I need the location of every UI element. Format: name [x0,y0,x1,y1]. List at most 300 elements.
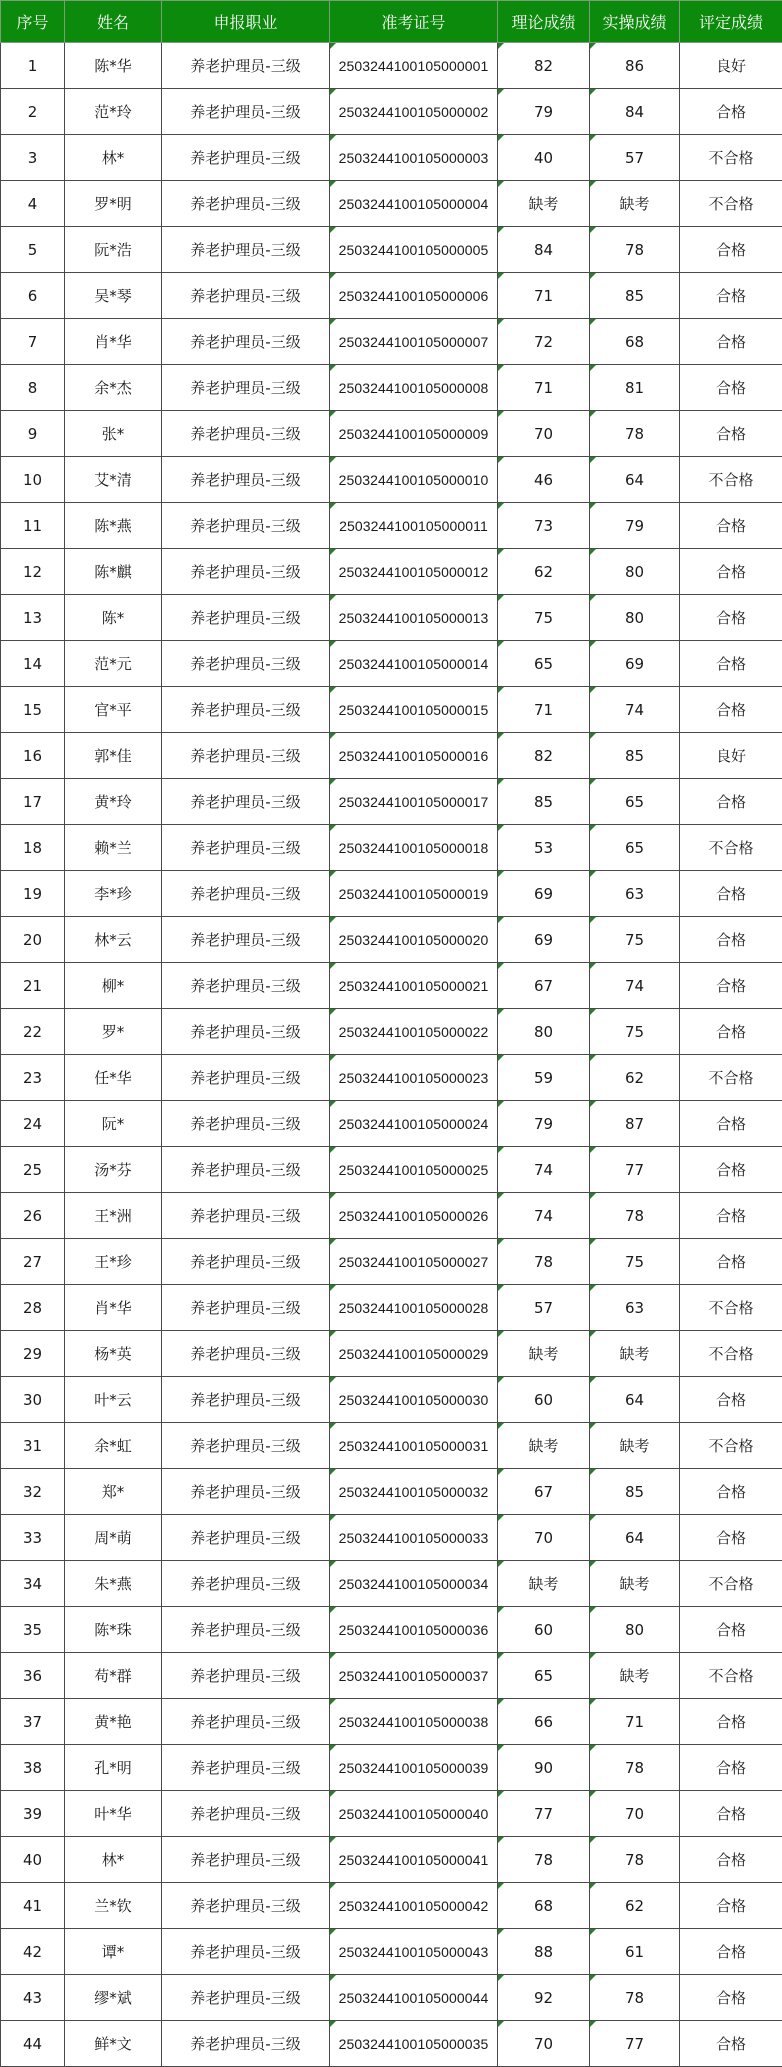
cell-name: 罗* [65,1009,162,1055]
cell-practical-score: 63 [590,1285,680,1331]
table-row [1,1469,782,1515]
table-row [1,1515,782,1561]
cell-occupation: 养老护理员-三级 [162,89,330,135]
cell-index: 22 [1,1009,65,1055]
header-final-grade: 评定成绩 [680,1,782,43]
cell-theory-score: 65 [498,641,590,687]
cell-ticket-number: 2503244100105000008 [330,365,498,411]
table-header [1,1,782,43]
cell-occupation: 养老护理员-三级 [162,273,330,319]
cell-ticket-number: 2503244100105000042 [330,1883,498,1929]
cell-occupation: 养老护理员-三级 [162,181,330,227]
table-row [1,43,782,89]
cell-index: 32 [1,1469,65,1515]
cell-occupation: 养老护理员-三级 [162,1147,330,1193]
cell-practical-score: 65 [590,825,680,871]
cell-theory-score: 62 [498,549,590,595]
cell-final-grade: 合格 [680,1837,782,1883]
cell-practical-score: 缺考 [590,1423,680,1469]
table-row [1,687,782,733]
cell-final-grade: 不合格 [680,1561,782,1607]
cell-theory-score: 82 [498,43,590,89]
cell-theory-score: 78 [498,1239,590,1285]
table-row [1,503,782,549]
cell-index: 4 [1,181,65,227]
table-row [1,1285,782,1331]
cell-ticket-number: 2503244100105000024 [330,1101,498,1147]
cell-name: 孔*明 [65,1745,162,1791]
table-row [1,1607,782,1653]
table-row [1,319,782,365]
cell-practical-score: 77 [590,2021,680,2067]
cell-index: 6 [1,273,65,319]
cell-ticket-number: 2503244100105000028 [330,1285,498,1331]
table-row [1,1147,782,1193]
cell-final-grade: 良好 [680,733,782,779]
cell-occupation: 养老护理员-三级 [162,227,330,273]
cell-theory-score: 79 [498,1101,590,1147]
header-practical-score: 实操成绩 [590,1,680,43]
cell-theory-score: 73 [498,503,590,549]
cell-theory-score: 85 [498,779,590,825]
cell-ticket-number: 2503244100105000015 [330,687,498,733]
cell-practical-score: 77 [590,1147,680,1193]
cell-name: 艾*清 [65,457,162,503]
cell-index: 28 [1,1285,65,1331]
cell-theory-score: 71 [498,273,590,319]
cell-theory-score: 74 [498,1193,590,1239]
cell-ticket-number: 2503244100105000001 [330,43,498,89]
cell-index: 42 [1,1929,65,1975]
cell-index: 17 [1,779,65,825]
cell-name: 叶*云 [65,1377,162,1423]
cell-index: 20 [1,917,65,963]
cell-final-grade: 合格 [680,89,782,135]
table-row [1,89,782,135]
cell-occupation: 养老护理员-三级 [162,503,330,549]
cell-name: 陈*珠 [65,1607,162,1653]
cell-final-grade: 合格 [680,595,782,641]
cell-practical-score: 85 [590,273,680,319]
cell-theory-score: 78 [498,1837,590,1883]
header-row [1,1,782,43]
cell-index: 23 [1,1055,65,1101]
cell-name: 余*虹 [65,1423,162,1469]
cell-theory-score: 71 [498,687,590,733]
cell-final-grade: 不合格 [680,181,782,227]
table-row [1,1193,782,1239]
cell-final-grade: 合格 [680,1239,782,1285]
cell-final-grade: 不合格 [680,457,782,503]
table-row [1,1561,782,1607]
cell-index: 43 [1,1975,65,2021]
table-row [1,641,782,687]
cell-ticket-number: 2503244100105000014 [330,641,498,687]
cell-name: 杨*英 [65,1331,162,1377]
cell-ticket-number: 2503244100105000013 [330,595,498,641]
cell-practical-score: 64 [590,1377,680,1423]
cell-ticket-number: 2503244100105000030 [330,1377,498,1423]
cell-occupation: 养老护理员-三级 [162,595,330,641]
cell-occupation: 养老护理员-三级 [162,135,330,181]
cell-theory-score: 66 [498,1699,590,1745]
cell-theory-score: 84 [498,227,590,273]
cell-occupation: 养老护理员-三级 [162,1561,330,1607]
cell-name: 范*元 [65,641,162,687]
table-row [1,1975,782,2021]
cell-name: 赖*兰 [65,825,162,871]
cell-index: 26 [1,1193,65,1239]
cell-occupation: 养老护理员-三级 [162,1193,330,1239]
cell-index: 12 [1,549,65,595]
cell-theory-score: 77 [498,1791,590,1837]
cell-occupation: 养老护理员-三级 [162,1745,330,1791]
cell-ticket-number: 2503244100105000017 [330,779,498,825]
table-row [1,1377,782,1423]
cell-theory-score: 65 [498,1653,590,1699]
cell-occupation: 养老护理员-三级 [162,1837,330,1883]
cell-occupation: 养老护理员-三级 [162,1975,330,2021]
cell-practical-score: 62 [590,1883,680,1929]
cell-name: 陈* [65,595,162,641]
cell-occupation: 养老护理员-三级 [162,1515,330,1561]
cell-final-grade: 不合格 [680,1653,782,1699]
cell-ticket-number: 2503244100105000032 [330,1469,498,1515]
cell-name: 张* [65,411,162,457]
cell-occupation: 养老护理员-三级 [162,365,330,411]
cell-final-grade: 不合格 [680,1285,782,1331]
cell-ticket-number: 2503244100105000021 [330,963,498,1009]
cell-final-grade: 合格 [680,549,782,595]
cell-index: 10 [1,457,65,503]
cell-occupation: 养老护理员-三级 [162,549,330,595]
cell-ticket-number: 2503244100105000011 [330,503,498,549]
cell-occupation: 养老护理员-三级 [162,963,330,1009]
table-row [1,1791,782,1837]
cell-practical-score: 80 [590,1607,680,1653]
cell-occupation: 养老护理员-三级 [162,1423,330,1469]
cell-occupation: 养老护理员-三级 [162,319,330,365]
cell-index: 41 [1,1883,65,1929]
cell-practical-score: 64 [590,1515,680,1561]
cell-final-grade: 不合格 [680,1331,782,1377]
cell-theory-score: 80 [498,1009,590,1055]
cell-final-grade: 不合格 [680,825,782,871]
cell-index: 14 [1,641,65,687]
cell-final-grade: 合格 [680,641,782,687]
cell-practical-score: 85 [590,1469,680,1515]
cell-name: 陈*燕 [65,503,162,549]
cell-name: 谭* [65,1929,162,1975]
cell-theory-score: 46 [498,457,590,503]
cell-occupation: 养老护理员-三级 [162,2021,330,2067]
table-row [1,365,782,411]
cell-final-grade: 合格 [680,2021,782,2067]
cell-practical-score: 85 [590,733,680,779]
cell-ticket-number: 2503244100105000022 [330,1009,498,1055]
cell-occupation: 养老护理员-三级 [162,687,330,733]
table-row [1,1101,782,1147]
cell-ticket-number: 2503244100105000009 [330,411,498,457]
cell-ticket-number: 2503244100105000037 [330,1653,498,1699]
cell-theory-score: 40 [498,135,590,181]
cell-theory-score: 69 [498,871,590,917]
cell-final-grade: 合格 [680,1929,782,1975]
cell-name: 郭*佳 [65,733,162,779]
cell-name: 任*华 [65,1055,162,1101]
cell-ticket-number: 2503244100105000027 [330,1239,498,1285]
cell-theory-score: 69 [498,917,590,963]
table-row [1,871,782,917]
cell-name: 吴*琴 [65,273,162,319]
cell-occupation: 养老护理员-三级 [162,43,330,89]
cell-practical-score: 87 [590,1101,680,1147]
cell-final-grade: 合格 [680,963,782,1009]
table-row [1,273,782,319]
cell-name: 官*平 [65,687,162,733]
cell-final-grade: 良好 [680,43,782,89]
cell-theory-score: 67 [498,1469,590,1515]
cell-ticket-number: 2503244100105000007 [330,319,498,365]
cell-practical-score: 78 [590,1975,680,2021]
header-ticket-number: 准考证号 [330,1,498,43]
cell-ticket-number: 2503244100105000003 [330,135,498,181]
cell-practical-score: 缺考 [590,1653,680,1699]
cell-practical-score: 61 [590,1929,680,1975]
table-row [1,411,782,457]
cell-final-grade: 合格 [680,227,782,273]
cell-practical-score: 78 [590,1837,680,1883]
cell-name: 肖*华 [65,1285,162,1331]
cell-name: 叶*华 [65,1791,162,1837]
cell-theory-score: 72 [498,319,590,365]
cell-practical-score: 缺考 [590,1331,680,1377]
cell-name: 黄*玲 [65,779,162,825]
cell-theory-score: 缺考 [498,1561,590,1607]
cell-name: 柳* [65,963,162,1009]
cell-theory-score: 68 [498,1883,590,1929]
cell-occupation: 养老护理员-三级 [162,825,330,871]
cell-theory-score: 59 [498,1055,590,1101]
cell-theory-score: 70 [498,2021,590,2067]
cell-name: 林*云 [65,917,162,963]
cell-name: 肖*华 [65,319,162,365]
cell-index: 40 [1,1837,65,1883]
cell-index: 5 [1,227,65,273]
cell-occupation: 养老护理员-三级 [162,1607,330,1653]
cell-ticket-number: 2503244100105000031 [330,1423,498,1469]
table-row [1,733,782,779]
cell-theory-score: 53 [498,825,590,871]
cell-practical-score: 78 [590,1745,680,1791]
cell-name: 林* [65,135,162,181]
cell-final-grade: 合格 [680,1791,782,1837]
cell-index: 34 [1,1561,65,1607]
cell-occupation: 养老护理员-三级 [162,917,330,963]
cell-index: 2 [1,89,65,135]
cell-theory-score: 缺考 [498,1331,590,1377]
cell-final-grade: 合格 [680,1975,782,2021]
table-row [1,779,782,825]
cell-final-grade: 合格 [680,871,782,917]
cell-ticket-number: 2503244100105000006 [330,273,498,319]
cell-theory-score: 70 [498,1515,590,1561]
cell-index: 33 [1,1515,65,1561]
cell-final-grade: 不合格 [680,135,782,181]
cell-name: 朱*燕 [65,1561,162,1607]
cell-final-grade: 合格 [680,365,782,411]
cell-index: 19 [1,871,65,917]
cell-index: 38 [1,1745,65,1791]
cell-index: 27 [1,1239,65,1285]
cell-practical-score: 75 [590,917,680,963]
cell-name: 阮* [65,1101,162,1147]
cell-occupation: 养老护理员-三级 [162,1469,330,1515]
cell-name: 陈*麒 [65,549,162,595]
cell-final-grade: 合格 [680,1745,782,1791]
cell-name: 王*珍 [65,1239,162,1285]
cell-final-grade: 合格 [680,1515,782,1561]
cell-practical-score: 64 [590,457,680,503]
table-body [1,43,782,2067]
cell-ticket-number: 2503244100105000038 [330,1699,498,1745]
cell-index: 8 [1,365,65,411]
cell-occupation: 养老护理员-三级 [162,1285,330,1331]
cell-final-grade: 合格 [680,917,782,963]
cell-name: 余*杰 [65,365,162,411]
cell-index: 13 [1,595,65,641]
cell-practical-score: 80 [590,595,680,641]
table-row [1,1653,782,1699]
cell-practical-score: 74 [590,687,680,733]
cell-practical-score: 81 [590,365,680,411]
table-row [1,457,782,503]
header-theory-score: 理论成绩 [498,1,590,43]
header-index: 序号 [1,1,65,43]
cell-final-grade: 合格 [680,1147,782,1193]
cell-practical-score: 缺考 [590,181,680,227]
header-occupation: 申报职业 [162,1,330,43]
cell-theory-score: 60 [498,1377,590,1423]
cell-ticket-number: 2503244100105000019 [330,871,498,917]
cell-name: 黄*艳 [65,1699,162,1745]
cell-final-grade: 合格 [680,503,782,549]
table-row [1,1009,782,1055]
cell-ticket-number: 2503244100105000029 [330,1331,498,1377]
cell-occupation: 养老护理员-三级 [162,1883,330,1929]
cell-practical-score: 68 [590,319,680,365]
cell-final-grade: 不合格 [680,1423,782,1469]
cell-name: 阮*浩 [65,227,162,273]
cell-occupation: 养老护理员-三级 [162,1009,330,1055]
cell-occupation: 养老护理员-三级 [162,871,330,917]
cell-index: 31 [1,1423,65,1469]
cell-practical-score: 69 [590,641,680,687]
cell-index: 21 [1,963,65,1009]
cell-theory-score: 79 [498,89,590,135]
cell-final-grade: 不合格 [680,1055,782,1101]
cell-theory-score: 70 [498,411,590,457]
cell-index: 7 [1,319,65,365]
cell-index: 16 [1,733,65,779]
table-row [1,135,782,181]
cell-ticket-number: 2503244100105000012 [330,549,498,595]
table-row [1,1745,782,1791]
table-row [1,963,782,1009]
cell-occupation: 养老护理员-三级 [162,457,330,503]
cell-final-grade: 合格 [680,1009,782,1055]
cell-ticket-number: 2503244100105000035 [330,2021,498,2067]
cell-practical-score: 84 [590,89,680,135]
cell-ticket-number: 2503244100105000036 [330,1607,498,1653]
cell-practical-score: 79 [590,503,680,549]
table-row [1,549,782,595]
cell-final-grade: 合格 [680,1469,782,1515]
cell-occupation: 养老护理员-三级 [162,1699,330,1745]
cell-index: 35 [1,1607,65,1653]
cell-practical-score: 70 [590,1791,680,1837]
cell-ticket-number: 2503244100105000043 [330,1929,498,1975]
cell-index: 29 [1,1331,65,1377]
table-row [1,595,782,641]
cell-practical-score: 78 [590,227,680,273]
cell-final-grade: 合格 [680,1607,782,1653]
cell-occupation: 养老护理员-三级 [162,1239,330,1285]
cell-ticket-number: 2503244100105000016 [330,733,498,779]
cell-theory-score: 92 [498,1975,590,2021]
cell-final-grade: 合格 [680,687,782,733]
cell-ticket-number: 2503244100105000041 [330,1837,498,1883]
cell-index: 1 [1,43,65,89]
cell-theory-score: 75 [498,595,590,641]
cell-name: 汤*芬 [65,1147,162,1193]
cell-ticket-number: 2503244100105000039 [330,1745,498,1791]
table-row [1,1055,782,1101]
cell-practical-score: 75 [590,1239,680,1285]
cell-final-grade: 合格 [680,273,782,319]
cell-theory-score: 74 [498,1147,590,1193]
cell-occupation: 养老护理员-三级 [162,733,330,779]
cell-name: 李*珍 [65,871,162,917]
cell-occupation: 养老护理员-三级 [162,641,330,687]
table-row [1,825,782,871]
cell-practical-score: 缺考 [590,1561,680,1607]
cell-index: 11 [1,503,65,549]
cell-ticket-number: 2503244100105000026 [330,1193,498,1239]
cell-practical-score: 65 [590,779,680,825]
cell-theory-score: 57 [498,1285,590,1331]
cell-final-grade: 合格 [680,1193,782,1239]
cell-practical-score: 78 [590,1193,680,1239]
cell-name: 范*玲 [65,89,162,135]
cell-occupation: 养老护理员-三级 [162,1055,330,1101]
cell-occupation: 养老护理员-三级 [162,1331,330,1377]
cell-practical-score: 74 [590,963,680,1009]
cell-practical-score: 57 [590,135,680,181]
cell-name: 周*萌 [65,1515,162,1561]
table-row [1,1883,782,1929]
cell-ticket-number: 2503244100105000010 [330,457,498,503]
cell-ticket-number: 2503244100105000040 [330,1791,498,1837]
cell-theory-score: 缺考 [498,1423,590,1469]
cell-index: 18 [1,825,65,871]
cell-name: 陈*华 [65,43,162,89]
cell-theory-score: 缺考 [498,181,590,227]
cell-name: 苟*群 [65,1653,162,1699]
cell-occupation: 养老护理员-三级 [162,1929,330,1975]
cell-ticket-number: 2503244100105000002 [330,89,498,135]
table-row [1,1929,782,1975]
